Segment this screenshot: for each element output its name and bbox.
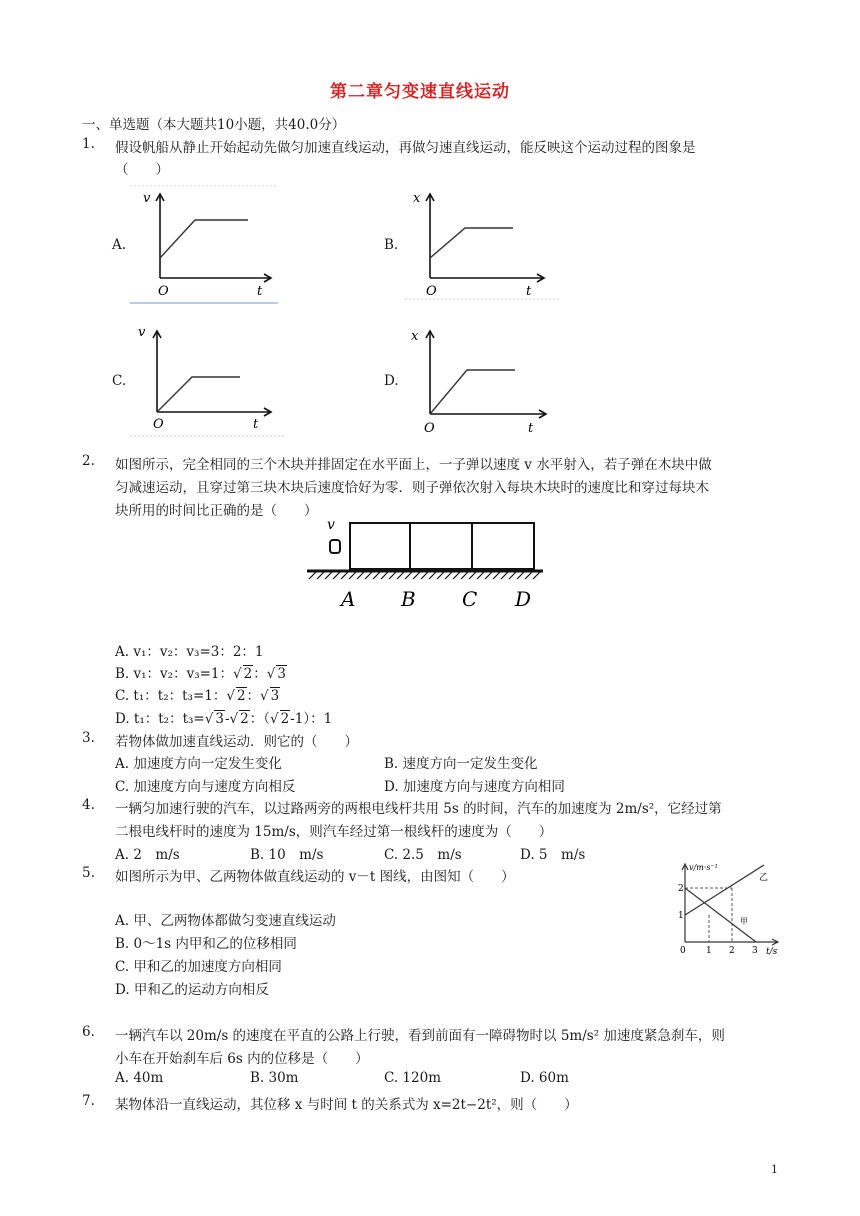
point-a-label: A [341,587,356,611]
q5-option-b: B. 0～1s 内甲和乙的位移相同 [115,936,297,952]
radicand: 2 [243,666,253,682]
point-b-label: B [401,587,416,611]
q2-option-b-text: B. v₁：v₂：v₃=1： [115,666,234,682]
q3-option-d: D. 加速度方向与速度方向相同 [384,779,565,795]
q2-stem-line3: 块所用的时间比正确的是（ ） [115,503,318,519]
line-yi [685,865,764,915]
point-d-label: D [515,587,532,611]
q3-option-a: A. 加速度方向一定发生变化 [115,756,282,772]
q1-graph-a [130,183,280,308]
q2-option-d [115,707,332,727]
q1-number: 1. [82,136,95,152]
sqrt-symbol: √ 2 [233,666,253,682]
radicand: 3 [270,688,280,704]
axis-x-label: t [257,284,263,299]
radicand: 3 [277,666,286,682]
q5-option-c: C. 甲和乙的加速度方向相同 [115,959,282,975]
jia-label: 甲 [740,917,748,926]
sqrt-symbol: √ 3 [260,688,280,704]
q6-option-c: C. 120m [384,1070,441,1086]
colon: ： [246,688,261,704]
q1-graph-d [405,320,563,442]
sqrt-symbol: √ 2 [229,711,249,727]
q3-option-b: B. 速度方向一定发生变化 [384,756,538,772]
q4-option-a: A. 2 m/s [115,847,180,863]
radicand: 3 [215,711,224,727]
y-tick-2: 2 [678,884,684,894]
axis-x-label: t [253,417,259,432]
block-1 [350,523,410,569]
line-jia [685,888,756,942]
bullet-velocity-label: v [327,517,335,533]
q1-option-b-label: B. [384,237,399,253]
x-tick-2: 2 [729,946,735,956]
yi-label: 乙 [759,873,769,883]
sqrt-symbol: √ 3 [266,666,286,682]
axis-y-label: v [138,325,146,340]
q5-number: 5. [82,865,95,881]
point-c-label: C [462,587,478,611]
q1-stem-line1: 假设帆船从静止开始起动先做匀加速直线运动，再做匀速直线运动，能反映这个运动过程的图象是 [115,140,696,156]
bullet [330,540,340,553]
q6-option-d: D. 60m [520,1070,569,1086]
q6-stem-line2: 小车在开始刹车后 6s 内的位移是（ ） [115,1051,369,1067]
paren-close: -1）：1 [290,711,333,727]
origin-label: O [424,421,435,436]
q1-option-d-label: D. [384,373,399,389]
q1-graph-c [130,320,288,440]
q6-option-b: B. 30m [250,1070,299,1086]
axis-y-label: v [143,191,151,206]
q1-stem-line2: （ ） [115,162,169,178]
x-tick-3: 3 [752,946,758,956]
radicand: 2 [240,711,249,727]
section-heading: 一、单选题（本大题共10小题，共40.0分） [82,117,346,133]
q2-stem-line1: 如图所示，完全相同的三个木块并排固定在水平面上，一子弹以速度 v 水平射入，若子弹在木块中做 [115,457,712,473]
q2-blocks-figure [305,513,545,613]
origin-label: O [153,417,164,432]
axis-x-label: t [528,421,534,436]
q4-stem-line2: 二根电线杆时的速度为 15m/s，则汽车经过第一根线杆的速度为（ ） [115,824,553,840]
x-tick-0: 0 [680,946,686,956]
origin-label: O [158,284,169,299]
q4-option-b: B. 10 m/s [250,847,324,863]
q2-option-a: A. v₁：v₂：v₃=3：2：1 [115,644,264,660]
sqrt-symbol: √ 3 [204,711,224,727]
q2-option-d-text: D. t₁：t₂：t₃= [115,711,205,727]
q1-graph-b [405,183,563,305]
colon: ： [249,711,264,727]
colon: ： [253,666,267,682]
q2-option-c [115,684,280,704]
q5-option-d: D. 甲和乙的运动方向相反 [115,982,269,998]
q1-option-a-label: A. [112,237,127,253]
x-tick-1: 1 [706,946,712,956]
q2-stem-line2: 匀减速运动，且穿过第三块木块后速度恰好为零．则子弹依次射入每块木块时的速度比和穿过每块木 [115,480,709,496]
block-3 [472,523,534,569]
q1-option-c-label: C. [112,373,127,389]
page-number: 1 [771,1163,778,1176]
q2-option-c-text: C. t₁：t₂：t₃=1： [115,688,227,704]
q3-stem: 若物体做加速直线运动．则它的（ ） [115,734,358,750]
radicand: 2 [280,711,290,727]
minus: - [224,711,230,727]
page-title: 第二章匀变速直线运动 [330,82,510,102]
q7-stem: 某物体沿一直线运动，其位移 x 与时间 t 的关系式为 x=2t−2t²，则（ ） [115,1097,578,1113]
q6-option-a: A. 40m [115,1070,164,1086]
q5-option-a: A. 甲、乙两物体都做匀变速直线运动 [115,913,336,929]
q4-stem-line1: 一辆匀加速行驶的汽车，以过路两旁的两根电线杆共用 5s 的时间，汽车的加速度为 2m/s²，它经过第 [115,801,722,817]
q2-number: 2. [82,453,95,469]
q6-stem-line1: 一辆汽车以 20m/s 的速度在平直的公路上行驶，看到前面有一障碍物时以 5m/s² 加速度紧急刹车，则 [115,1028,725,1044]
sqrt-symbol: √ 2 [226,688,246,704]
q5-vt-graph [670,860,785,962]
q4-option-d: D. 5 m/s [520,847,586,863]
q7-number: 7. [82,1093,95,1109]
paren-open: （ [263,711,270,727]
q6-number: 6. [82,1024,95,1040]
radicand: 2 [236,688,246,704]
q2-option-b [115,662,287,682]
y-axis-label: v/m·s⁻¹ [689,863,718,872]
q5-stem: 如图所示为甲、乙两物体做直线运动的 v－t 图线，由图知（ ） [115,869,515,885]
axis-y-label: x [411,329,419,344]
q4-option-c: C. 2.5 m/s [384,847,462,863]
sqrt-symbol: √ 2 [269,711,290,727]
origin-label: O [426,284,437,299]
q3-number: 3. [82,730,95,746]
x-axis-label: t/s [766,947,778,957]
y-tick-1: 1 [678,911,684,921]
q4-number: 4. [82,797,95,813]
axis-y-label: x [413,191,421,206]
block-2 [410,523,472,569]
q3-option-c: C. 加速度方向与速度方向相反 [115,779,296,795]
axis-x-label: t [526,284,532,299]
